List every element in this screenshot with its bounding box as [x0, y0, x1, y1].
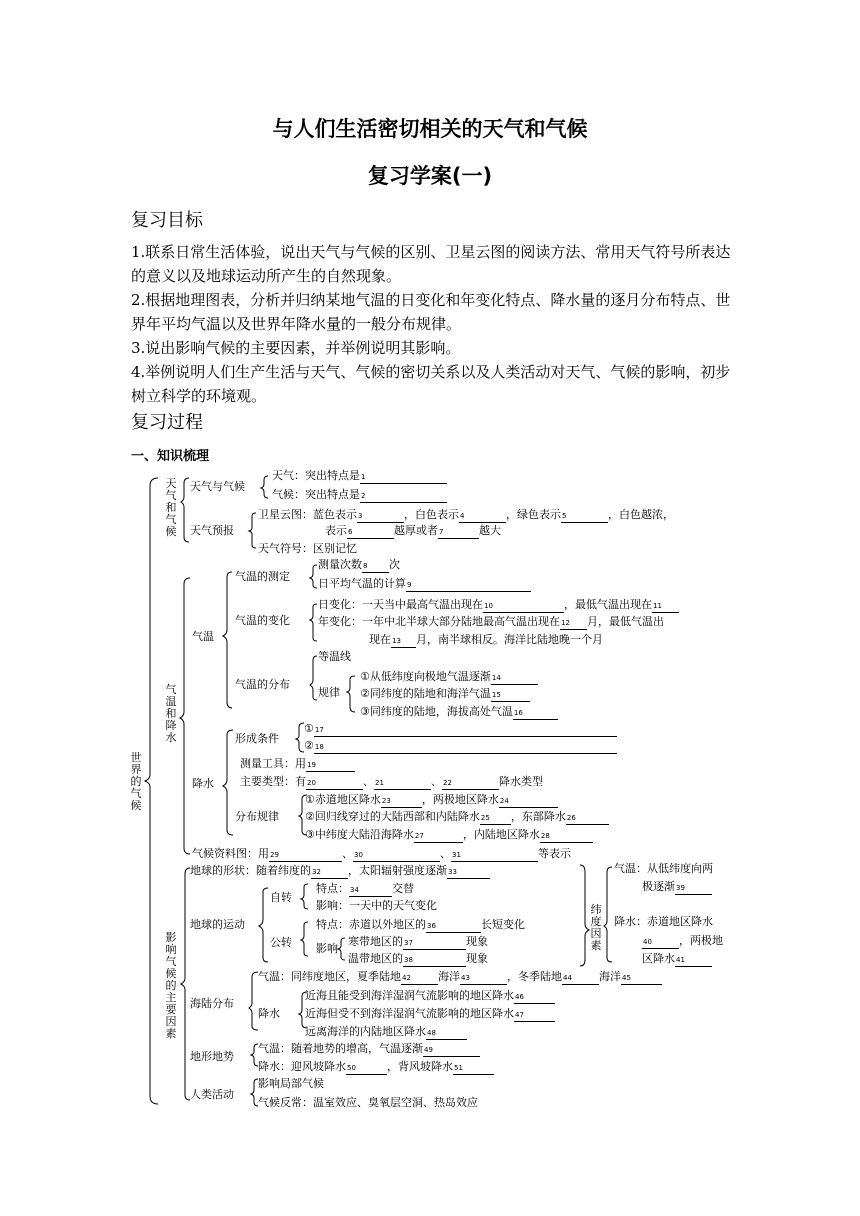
blank-1[interactable]: 1: [360, 472, 447, 484]
land-sea-precip-3: 远离海洋的内陆地区降水48: [305, 1025, 467, 1040]
blank-39[interactable]: 39: [675, 883, 712, 895]
daily-avg-calc: 日平均气温的计算9: [318, 577, 531, 592]
blank-22[interactable]: 22: [442, 778, 499, 790]
tree-root-label: 世界的气候: [130, 751, 142, 812]
weather-feature: 天气：突出特点是1: [272, 469, 447, 484]
annual-change-2: 现在13 月，南半球相反。海洋比陆地晚一个月: [369, 633, 603, 646]
blank-41[interactable]: 41: [675, 955, 712, 967]
blank-24[interactable]: 24: [499, 796, 558, 808]
blank-6[interactable]: 6: [347, 527, 394, 539]
earth-shape: 地球的形状：随着纬度的32 ，太阳辐射强度逐渐33: [190, 864, 490, 879]
land-sea-temp: 气温：同纬度地区，夏季陆地42 海洋43 ，冬季陆地44 海洋45: [258, 970, 662, 985]
blank-29[interactable]: 29: [269, 850, 342, 862]
precip-rule-2: ②回归线穿过的大陆西部和内陆降水25 ，东部降水26: [305, 810, 609, 825]
annual-change: 年变化：一年中北半球大部分陆地最高气温出现在12 月，最低气温出: [318, 615, 664, 628]
rule-label: 规律: [318, 686, 340, 699]
blank-19[interactable]: 19: [306, 760, 355, 772]
blank-26[interactable]: 26: [566, 813, 609, 825]
node-terrain: 地形地势: [190, 1050, 234, 1063]
blank-23[interactable]: 23: [381, 796, 422, 808]
blank-40[interactable]: 40: [642, 937, 679, 949]
blank-11[interactable]: 11: [652, 601, 679, 613]
blank-18[interactable]: 18: [314, 742, 617, 754]
blank-31[interactable]: 31: [451, 850, 538, 862]
blank-47[interactable]: 47: [514, 1010, 555, 1022]
blank-13[interactable]: 13: [391, 636, 416, 648]
blank-45[interactable]: 45: [621, 973, 662, 985]
revolution-effect-label: 影响: [316, 942, 338, 955]
blank-48[interactable]: 48: [426, 1028, 467, 1040]
land-sea-precip-1: 近海且能受到海洋湿润气流影响的地区降水46: [305, 989, 555, 1004]
process-heading: 复习过程: [131, 412, 203, 433]
node-revolution: 公转: [270, 936, 292, 949]
branch-weather-climate: 天气和气候: [165, 477, 177, 538]
satellite-cloud-map-2: 表示6 越厚或者7 越大: [325, 524, 501, 537]
objective-1: 1.联系日常生活体验，说出天气与气候的区别、卫星云图的阅读方法、常用天气符号所表达的意义以及地球运动所产生的自然现象。: [131, 243, 731, 285]
blank-51[interactable]: 51: [453, 1063, 494, 1075]
measuring-tool: 测量工具：用19: [240, 757, 355, 772]
blank-2[interactable]: 2: [360, 491, 447, 503]
land-sea-precip-2: 近海但受不到海洋湿润气流影响的地区降水47: [305, 1007, 555, 1022]
land-sea-precip-label: 降水: [258, 1007, 280, 1020]
blank-14[interactable]: 14: [491, 673, 538, 685]
blank-15[interactable]: 15: [491, 690, 530, 702]
blank-30[interactable]: 30: [353, 850, 440, 862]
latitude-precip-2: 40 ，两极地: [643, 934, 723, 947]
node-precip-distribution: 分布规律: [235, 810, 279, 823]
latitude-precip-3: 区降水41: [642, 952, 712, 967]
node-formation: 形成条件: [235, 732, 279, 745]
rotation-feature: 特点：34 交替: [316, 882, 414, 895]
climate-feature: 气候：突出特点是2: [272, 488, 447, 503]
latitude-temp-2: 极逐渐39: [642, 880, 712, 895]
node-human-activity: 人类活动: [190, 1088, 234, 1101]
blank-34[interactable]: 34: [349, 885, 392, 897]
blank-50[interactable]: 50: [346, 1063, 387, 1075]
node-precipitation: 降水: [192, 777, 214, 790]
terrain-precip: 降水：迎风坡降水50 ，背风坡降水51: [258, 1060, 494, 1075]
revolution-feature: 特点：赤道以外地区的36 长短变化: [316, 918, 525, 931]
blank-25[interactable]: 25: [480, 813, 511, 825]
blank-17[interactable]: 17: [314, 725, 617, 737]
human-anomaly: 气候反常：温室效应、臭氧层空洞、热岛效应: [258, 1096, 478, 1109]
blank-3[interactable]: 3: [357, 511, 404, 523]
blank-44[interactable]: 44: [562, 973, 599, 985]
blank-20[interactable]: 20: [306, 778, 363, 790]
blank-33[interactable]: 33: [447, 867, 490, 879]
node-temp-change: 气温的变化: [235, 614, 290, 627]
terrain-temp: 气温：随着地势的增高，气温逐渐49: [258, 1042, 480, 1057]
human-local-effect: 影响局部气候: [258, 1077, 324, 1090]
blank-43[interactable]: 43: [460, 973, 507, 985]
blank-46[interactable]: 46: [514, 992, 555, 1004]
node-temp-measure: 气温的测定: [235, 570, 290, 583]
revolution-effect-1: 寒带地区的37 现象: [348, 935, 488, 948]
blank-49[interactable]: 49: [423, 1045, 480, 1057]
node-rotation: 自转: [270, 891, 292, 904]
latitude-precip: 降水：赤道地区降水: [614, 915, 713, 928]
precip-rule-3: ③中纬度大陆沿海降水27 ，内陆地区降水28: [305, 828, 593, 843]
blank-28[interactable]: 28: [540, 831, 593, 843]
blank-16[interactable]: 16: [513, 708, 558, 720]
formation-2: ②18: [304, 739, 617, 754]
blank-5[interactable]: 5: [561, 511, 608, 523]
latitude-temp: 气温：从低纬度向两: [614, 862, 713, 875]
measure-count: 测量次数8 次: [318, 558, 400, 571]
climate-data-chart: 气候资料图：用29 、30 、31 等表示: [192, 847, 571, 860]
node-temp-distribution: 气温的分布: [235, 678, 290, 691]
revolution-effect-2: 温带地区的38 现象: [348, 952, 488, 965]
blank-36[interactable]: 36: [426, 921, 481, 933]
weather-symbol: 天气符号：区别记忆: [258, 542, 357, 555]
objective-2: 2.根据地理图表，分析并归纳某地气温的日变化和年变化特点、降水量的逐月分布特点、世界年平均气温以及世界年降水量的一般分布规律。: [131, 291, 731, 333]
blank-32[interactable]: 32: [311, 867, 348, 879]
temp-rule-2: ②同纬度的陆地和海洋气温15: [360, 687, 530, 702]
branch-temp-precip: 气温和降水: [165, 683, 177, 744]
page-title: 与人们生活密切相关的天气和气候: [272, 117, 588, 141]
blank-38[interactable]: 38: [403, 955, 466, 967]
blank-27[interactable]: 27: [414, 831, 463, 843]
isotherm: 等温线: [318, 650, 351, 663]
objective-4: 4.举例说明人们生产生活与天气、气候的密切关系以及人类活动对天气、气候的影响，初步树立科学的环境观。: [131, 363, 731, 405]
temp-rule-1: ①从低纬度向极地气温逐渐14: [360, 670, 538, 685]
node-temperature: 气温: [192, 630, 214, 643]
blank-7[interactable]: 7: [438, 527, 479, 539]
blank-4[interactable]: 4: [459, 511, 506, 523]
blank-37[interactable]: 37: [403, 938, 466, 950]
formation-1: ①17: [304, 722, 617, 737]
temp-rule-3: ③同纬度的陆地，海拔高处气温16: [360, 705, 558, 720]
branch-climate-factors: 影响气候的主要因素: [165, 931, 177, 1040]
daily-change: 日变化：一天当中最高气温出现在10 ，最低气温出现在11: [318, 598, 679, 613]
satellite-cloud-map: 卫星云图：蓝色表示3 ，白色表示4 ，绿色表示5 ，白色越浓，: [258, 508, 674, 521]
node-weather-forecast: 天气预报: [190, 524, 234, 537]
node-land-sea: 海陆分布: [190, 997, 234, 1010]
page-subtitle: 复习学案(一): [367, 164, 493, 188]
objectives-heading: 复习目标: [131, 210, 203, 231]
objective-3: 3.说出影响气候的主要因素，并举例说明其影响。: [131, 339, 461, 357]
node-earth-motion: 地球的运动: [190, 918, 245, 931]
blank-9[interactable]: 9: [406, 580, 531, 592]
blank-21[interactable]: 21: [374, 778, 431, 790]
section-knowledge: 一、知识梳理: [131, 449, 210, 464]
precip-rule-1: ①赤道地区降水23 ，两极地区降水24: [305, 793, 558, 808]
blank-12[interactable]: 12: [560, 618, 587, 630]
main-types: 主要类型：有20 、21 、22 降水类型: [240, 775, 543, 788]
node-weather-vs-climate: 天气与气候: [190, 480, 245, 493]
blank-42[interactable]: 42: [401, 973, 438, 985]
latitude-factor-label: 纬度因素: [590, 903, 602, 952]
blank-10[interactable]: 10: [483, 601, 564, 613]
blank-8[interactable]: 8: [362, 561, 389, 573]
rotation-effect: 影响：一天中的天气变化: [316, 899, 437, 912]
